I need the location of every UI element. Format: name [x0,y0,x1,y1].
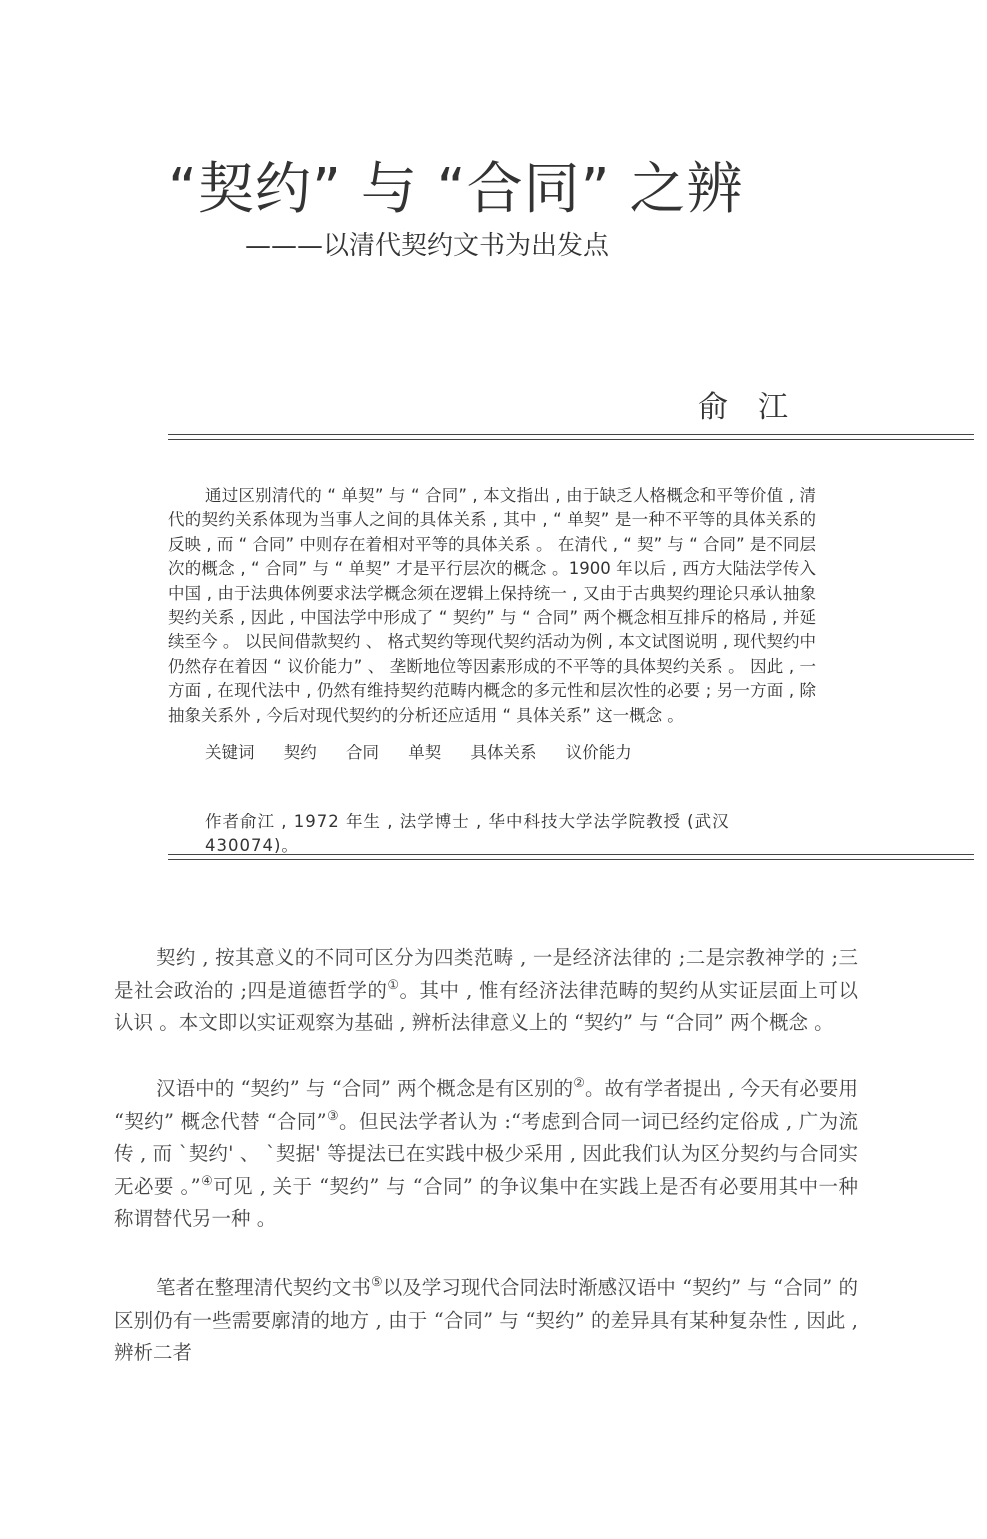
body-text-span: 。但民法学者认为 :“考虑到合同一词已经约定俗成 , 广为流传 , 而 `契约' 、 `契据' 等提法已在实践中极少采用 , 因此我们认为区分契约与合同实无必要 。” [114,1109,858,1198]
author-name: 俞江 [698,390,818,425]
abstract: 通过区别清代的 “ 单契” 与 “ 合同” , 本文指出 , 由于缺乏人格概念和平等价值 , 清代的契约关系体现为当事人之间的具体关系 , 其中 , “ 单契” 是一种不平等的具体关系的反映 , 而 “ 合同” 中则存在着相对平等的具体关系 。 在清代 , “ 契” 与 “ 合同” 是不同层次的概念 , “ 合同” 与 “ 单契” 才是平行层次的概念 。1900 年以后 , 西方大陆法学传入中国 , 由于法典体例要求法学概念须在逻辑上保持统一 , 又由于古典契约理论只承认抽象契约关系 , 因此 , 中国法学中形成了 “ 契约” 与 “ 合同” 两个概念相互排斥的格局 , 并延续至今 。 以民间借款契约 、 格式契约等现代契约活动为例 , 本文试图说明 , 现代契约中仍然存在着因 “ 议价能力” 、 垄断地位等因素形成的不平等的具体契约关系 。 因此 , 一方面 , 在现代法中 , 仍然有维持契约范畴内概念的多元性和层次性的必要 ; 另一方面 , 除抽象关系外 , 今后对现代契约的分析还应适用 “ 具体关系” 这一概念 。 [168,486,816,725]
body-text-span: 。故有学者提出 , 今天有必要用 “契约” 概念代替 “合同” [114,1077,858,1133]
bottom-rule [168,854,974,855]
keyword: 合同 [346,743,379,762]
keyword: 议价能力 [565,743,632,762]
page-title: “契约” 与 “合同” 之辨 [168,157,744,222]
body-text-span: 笔者在整理清代契约文书 [156,1276,371,1299]
body-text-span: 汉语中的 “契约” 与 “合同” 两个概念是有区别的 [156,1077,574,1100]
body-text-span: 以及学习现代合同法时渐感汉语中 “契约” 与 “合同” 的区别仍有一些需要廓清的地方 , 由于 “合同” 与 “契约” 的差异具有某种复杂性 , 因此 , 辨析二者 [114,1276,858,1364]
keyword: 单契 [408,743,442,762]
top-rule-second [168,439,974,440]
body-paragraph-2 [114,1073,858,1236]
keyword: 具体关系 [470,743,537,762]
footnote-ref-5: ⑤ [370,1275,383,1290]
bottom-rule-second [168,859,974,860]
footnote-ref-3: ③ [326,1108,339,1124]
body-paragraph-3 [114,1272,858,1370]
keywords [205,741,656,765]
footnote-ref-1: ① [387,977,400,993]
body-text-span: 。其中 , 惟有经济法律范畴的契约从实证层面上可以认识 。本文即以实证观察为基础 , 辨析法律意义上的 “契约” 与 “合同” 两个概念 。 [114,978,858,1034]
footnote-ref-2: ② [573,1076,585,1091]
author-note: 作者俞江 , 1972 年生 , 法学博士 , 华中科技大学法学院教授 (武汉 430074)。 [205,812,730,855]
keywords-label: 关键词 [205,743,255,762]
top-rule [168,434,974,435]
keyword: 契约 [283,743,317,762]
body-text-span: 契约 , 按其意义的不同可区分为四类范畴 , 一是经济法律的 ;二是宗教神学的 ;三是社会政治的 ;四是道德哲学的 [114,946,858,1002]
body-paragraph-1 [114,942,858,1040]
subtitle: ———以清代契约文书为出发点 [245,231,610,261]
body-text-span: 可见 , 关于 “契约” 与 “合同” 的争议集中在实践上是否有必要用其中一种称谓替代另一种 。 [114,1174,858,1230]
footnote-ref-4: ④ [200,1173,214,1189]
